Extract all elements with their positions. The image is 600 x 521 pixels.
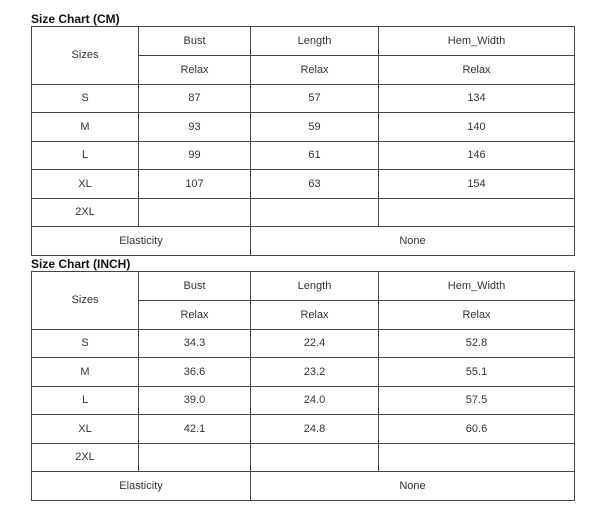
hem-cell: 57.5 [379,386,575,415]
length-header: Length [251,272,379,301]
size-cell: XL [32,415,139,444]
table-row [32,443,575,472]
length-cell: 61 [251,141,379,170]
elasticity-label: Elasticity [32,472,251,501]
table-row [32,84,575,113]
size-chart-inch-table [31,271,575,501]
bust-cell: 36.6 [139,358,251,387]
size-cell: S [32,84,139,113]
table-row [32,386,575,415]
bust-header: Bust [139,27,251,56]
length-fit: Relax [251,56,379,85]
bust-cell: 34.3 [139,329,251,358]
size-chart-inch-title: Size Chart (INCH) [31,257,131,271]
sizes-header: Sizes [32,27,139,85]
elasticity-label: Elasticity [32,227,251,256]
size-chart-cm-title: Size Chart (CM) [31,12,120,26]
bust-cell: 93 [139,113,251,142]
bust-fit: Relax [139,56,251,85]
size-cell: S [32,329,139,358]
bust-cell: 87 [139,84,251,113]
hem-cell [379,443,575,472]
elasticity-value: None [251,472,575,501]
hem-cell: 140 [379,113,575,142]
elasticity-row [32,472,575,501]
size-cell: XL [32,170,139,199]
length-cell: 57 [251,84,379,113]
table-header-row [32,27,575,56]
hem-width-fit: Relax [379,56,575,85]
length-cell: 23.2 [251,358,379,387]
hem-cell: 55.1 [379,358,575,387]
length-cell: 59 [251,113,379,142]
bust-cell: 107 [139,170,251,199]
elasticity-value: None [251,227,575,256]
length-cell: 22.4 [251,329,379,358]
table-row [32,329,575,358]
table-row [32,141,575,170]
bust-cell: 99 [139,141,251,170]
length-cell: 63 [251,170,379,199]
sizes-header: Sizes [32,272,139,330]
length-header: Length [251,27,379,56]
bust-header: Bust [139,272,251,301]
size-cell: L [32,141,139,170]
hem-cell: 154 [379,170,575,199]
length-cell: 24.8 [251,415,379,444]
bust-cell [139,443,251,472]
size-cell: 2XL [32,443,139,472]
hem-width-fit: Relax [379,301,575,330]
hem-width-header: Hem_Width [379,27,575,56]
table-row [32,198,575,227]
size-cell: 2XL [32,198,139,227]
bust-cell: 42.1 [139,415,251,444]
table-row [32,358,575,387]
bust-cell: 39.0 [139,386,251,415]
bust-cell [139,198,251,227]
hem-cell: 134 [379,84,575,113]
hem-cell: 60.6 [379,415,575,444]
length-fit: Relax [251,301,379,330]
table-row [32,113,575,142]
table-row [32,415,575,444]
bust-fit: Relax [139,301,251,330]
size-cell: M [32,113,139,142]
hem-width-header: Hem_Width [379,272,575,301]
length-cell [251,443,379,472]
table-header-row [32,272,575,301]
size-cell: M [32,358,139,387]
elasticity-row [32,227,575,256]
hem-cell [379,198,575,227]
size-cell: L [32,386,139,415]
hem-cell: 146 [379,141,575,170]
length-cell: 24.0 [251,386,379,415]
table-row [32,170,575,199]
hem-cell: 52.8 [379,329,575,358]
length-cell [251,198,379,227]
size-chart-cm-table [31,26,575,256]
